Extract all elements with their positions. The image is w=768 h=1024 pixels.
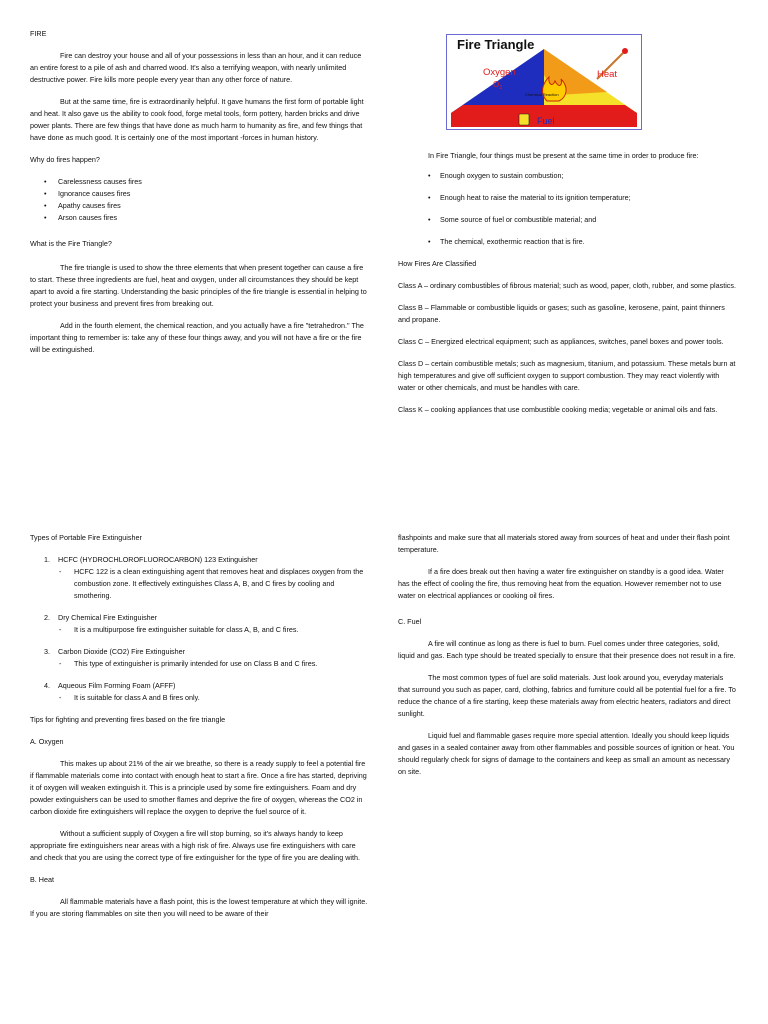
extinguisher-name: Dry Chemical Fire Extinguisher	[58, 613, 158, 622]
section-heading: How Fires Are Classified	[398, 259, 477, 268]
paragraph: All flammable materials have a flash point, this is the lowest temperature at which they will ignite. If you are storing flammables on site then you will need to be aware of their	[30, 897, 368, 918]
fire-class-item: Class C – Energized electrical equipment; such as appliances, switches, panel boxes and power tools.	[398, 337, 724, 346]
o2-label: $O_2$	[493, 80, 503, 91]
list-item: • Enough oxygen to sustain combustion;	[398, 170, 736, 182]
section-heading: B. Heat	[30, 875, 54, 884]
paragraph: In Fire Triangle, four things must be present at the same time in order to produce fire:	[428, 151, 699, 160]
extinguisher-description: - HCFC 122 is a clean extinguishing agent that removes heat and displaces oxygen from the combustion zone. It effectively extinguishes Class A, B, and C fires by cooling and smothering.	[30, 566, 368, 602]
page1-left-column	[30, 28, 368, 366]
section-heading: Types of Portable Fire Extinguisher	[30, 533, 142, 542]
paragraph: Fire can destroy your house and all of your possessions in less than an hour, and it can reduce an entire forest to a pile of ash and charred wood. It's also a terrifying weapon, with nearly unlimited destructive power. Fire kills more people every year than any other force of nature.	[30, 51, 362, 84]
section-heading: Tips for fighting and preventing fires based on the fire triangle	[30, 715, 226, 724]
list-item	[30, 646, 368, 670]
list-item	[30, 554, 368, 602]
fire-triangle-illustration	[447, 35, 641, 129]
fire-class-item: Class K – cooking appliances that use combustible cooking media; vegetable or animal oils and fats.	[398, 405, 718, 414]
triangle-base-red	[451, 105, 637, 113]
paragraph: The fire triangle is used to show the three elements that when present together can cause a fire to start. These three ingredients are fuel, heat and oxygen, under all circumstances they should be kept apart to avoid a fire starting. Understanding the basic principles of the fire triangle is essential in helping to protect your business and prevent fires from breaking out.	[30, 263, 367, 308]
list-number: 4.	[44, 681, 50, 690]
extinguisher-name: Carbon Dioxide (CO2) Fire Extinguisher	[58, 647, 186, 656]
page1-right-column	[398, 150, 736, 426]
fire-triangle-figure	[446, 34, 642, 130]
extinguisher-list	[30, 554, 368, 704]
list-item	[30, 612, 368, 636]
section-heading: Why do fires happen?	[30, 155, 100, 164]
list-item: • Apathy causes fires	[30, 200, 368, 212]
paragraph: Without a sufficient supply of Oxygen a fire will stop burning, so it's always handy to keep appropriate fire extinguishers near areas with a high risk of fire. Always use fire extinguishers with care and check that you are using the correct type of fire extinguisher for the type of fire you are dealing with.	[30, 829, 361, 862]
gas-can-icon	[519, 114, 529, 125]
paragraph: Liquid fuel and flammable gases require more special attention. Ideally you should keep liquids and gases in a sealed container away from other flammables and possible sources of ignition or heat. You should regularly check for signs of damage to the containers and keep as small an amount as necessary on site.	[398, 731, 735, 776]
list-item: • Arson causes fires	[30, 212, 368, 224]
paragraph: flashpoints and make sure that all materials stored away from sources of heat and under their flash point temperature.	[398, 533, 730, 554]
list-item: • The chemical, exothermic reaction that is fire.	[398, 236, 736, 248]
list-item: • Ignorance causes fires	[30, 188, 368, 200]
list-number: 2.	[44, 613, 50, 622]
list-item: • Enough heat to raise the material to its ignition temperature;	[398, 192, 736, 204]
oxygen-label: Oxygen	[483, 67, 516, 78]
list-item: • Carelessness causes fires	[30, 176, 368, 188]
paragraph: If a fire does break out then having a water fire extinguisher on standby is a good idea. Water has the effect of cooling the fire, thus removing heat from the equation. However remember not to use water on electrical appliances or cooking oil fires.	[398, 567, 724, 600]
page2-left-column	[30, 532, 368, 930]
fire-class-item: Class D – certain combustible metals; such as magnesium, titanium, and potassium. These metals burn at high temperatures and give off sufficient oxygen to support combustion. They may react violently with water or other chemicals, and must be handles with care.	[398, 359, 736, 392]
list-item	[30, 680, 368, 704]
extinguisher-description: - It is suitable for class A and B fires only.	[30, 692, 368, 704]
section-heading: A. Oxygen	[30, 737, 64, 746]
figure-title: Fire Triangle	[457, 37, 535, 52]
fuel-label: Fuel	[537, 116, 555, 126]
list-number: 1.	[44, 555, 50, 564]
page2-right-column	[398, 532, 736, 788]
fire-class-item: Class A – ordinary combustibles of fibrous material; such as wood, paper, cloth, rubber, and some plastics.	[398, 281, 736, 290]
list-number: 3.	[44, 647, 50, 656]
match-head-icon	[622, 48, 628, 54]
list-item: • Some source of fuel or combustible material; and	[398, 214, 736, 226]
section-heading: What is the Fire Triangle?	[30, 239, 112, 248]
extinguisher-name: Aqueous Film Forming Foam (AFFF)	[58, 681, 176, 690]
extinguisher-name: HCFC (HYDROCHLOROFLUOROCARBON) 123 Extinguisher	[58, 555, 258, 564]
paragraph: But at the same time, fire is extraordinarily helpful. It gave humans the first form of portable light and heat. It also gave us the ability to cook food, forge metal tools, form pottery, harden bricks and drive power plants. There are few things that have done as much harm to humanity as fire, and few things that have done as much good. It is certainly one of the most important -forces in human history.	[30, 97, 364, 142]
chemical-reaction-label: Chemical Reaction	[525, 92, 559, 97]
paragraph: Add in the fourth element, the chemical reaction, and you actually have a fire "tetrahedron." The important thing to remember is: take any of these four things away, and you will not have a fire or the fire will be extinguished.	[30, 321, 364, 354]
page-title: FIRE	[30, 29, 47, 38]
extinguisher-description: - It is a multipurpose fire extinguisher suitable for class A, B, and C fires.	[30, 624, 368, 636]
section-heading: C. Fuel	[398, 617, 422, 626]
paragraph: This makes up about 21% of the air we breathe, so there is a ready supply to feel a potential fire if flammable materials come into contact with enough heat to start a fire. Once a fire has started, depriving it of oxygen will weaken extinguish it. This is a principle used by some fire extinguishers. Foam and dry powder extinguishers can be used to smother flames and deprive the fire of oxygen, whereas the CO2 in carbon dioxide fire extinguishers will replace the oxygen to deprive the fuel source of it.	[30, 759, 367, 816]
why-list	[30, 176, 368, 224]
paragraph: The most common types of fuel are solid materials. Just look around you, everyday materials that surround you such as paper, card, clothing, fabrics and furniture could all be potential fuel for a fire. To reduce the chance of a fire starting, keep these materials away from electric heaters, radiators and direct sunlight.	[398, 673, 736, 718]
extinguisher-description: - This type of extinguisher is primarily intended for use on Class B and C fires.	[30, 658, 368, 670]
fire-class-item: Class B – Flammable or combustible liquids or gases; such as gasoline, kerosene, paint, paint thinners and propane.	[398, 303, 725, 324]
heat-label: Heat	[597, 69, 618, 80]
paragraph: A fire will continue as long as there is fuel to burn. Fuel comes under three categories, solid, liquid and gas. Each type should be treated specially to ensure that their presence does not result in a fire.	[398, 639, 736, 660]
